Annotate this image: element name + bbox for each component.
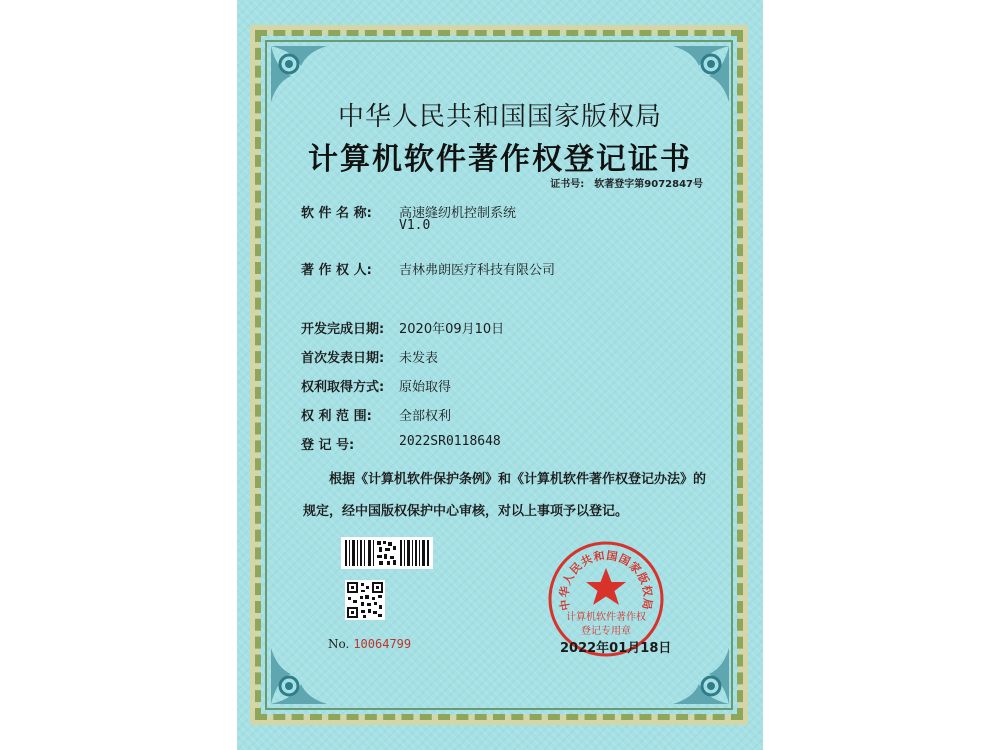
corner-ornament-icon: [267, 644, 331, 708]
seal-star-icon: [586, 568, 626, 605]
software-name-value: 高速缝纫机控制系统: [399, 206, 517, 221]
cert-no-label: 证书号:: [550, 179, 585, 190]
completion-date-value: 2020年09月10日: [399, 322, 505, 337]
cert-no-value: 软著登字第9072847号: [594, 179, 703, 190]
legal-basis-line2: 规定，经中国版权保护中心审核，对以上事项予以登记。: [303, 504, 629, 519]
serial-number: [328, 637, 411, 651]
seal-ring-text: 中华人民共和国国家版权局: [557, 548, 655, 612]
rights-scope-label: 权 利 范 围:: [301, 409, 372, 424]
legal-basis-line1: 根据《计算机软件保护条例》和《计算机软件著作权登记办法》的: [329, 472, 707, 487]
registration-number-label: 登 记 号:: [301, 438, 355, 453]
seal-line1: 计算机软件著作权: [566, 612, 646, 623]
issue-date: 2022年01月18日: [560, 641, 672, 656]
certificate-title: 计算机软件著作权登记证书: [308, 142, 692, 177]
first-publish-date-label: 首次发表日期:: [301, 351, 385, 366]
issuing-authority: 中华人民共和国国家版权局: [337, 102, 662, 132]
software-version-value: V1.0: [399, 218, 431, 233]
serial-label: No.: [328, 637, 350, 651]
qr-code-icon: [345, 580, 385, 620]
corner-ornament-icon: [669, 644, 733, 708]
first-publish-date-value: 未发表: [399, 351, 439, 366]
copyright-owner-label: 著 作 权 人:: [301, 263, 372, 278]
software-name-label: 软 件 名 称:: [301, 206, 372, 221]
serial-value: 10064799: [353, 637, 412, 651]
completion-date-label: 开发完成日期:: [301, 322, 385, 337]
copyright-owner-value: 吉林弗朗医疗科技有限公司: [399, 263, 556, 278]
acquisition-method-label: 权利取得方式:: [301, 380, 385, 395]
registration-number-value: 2022SR0118648: [399, 434, 501, 449]
certificate-paper: [237, 0, 763, 750]
rights-scope-value: 全部权利: [399, 409, 452, 424]
seal-line2: 登记专用章: [581, 626, 631, 637]
certificate-number: [540, 175, 703, 190]
barcode-icon: [341, 537, 433, 569]
acquisition-method-value: 原始取得: [399, 380, 452, 395]
